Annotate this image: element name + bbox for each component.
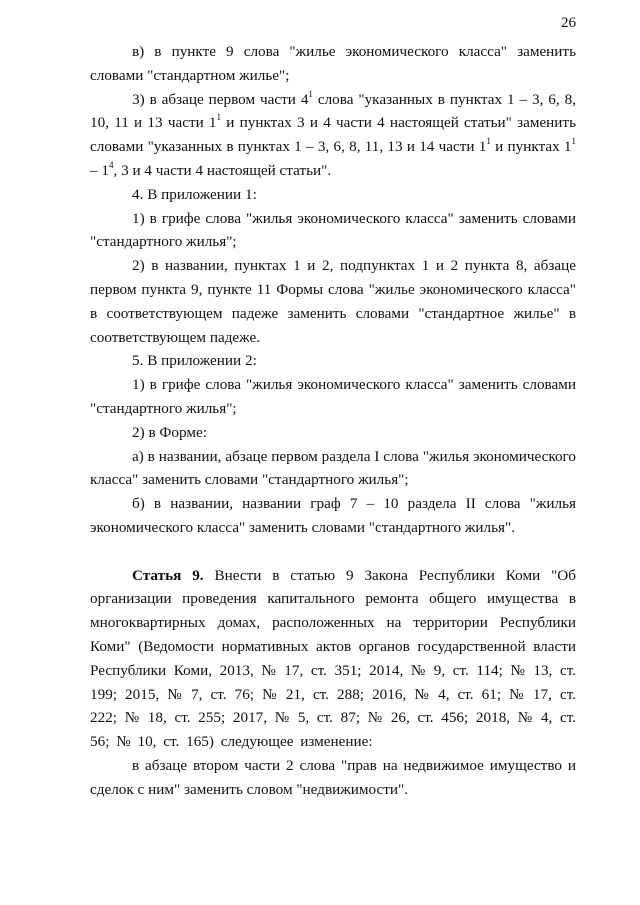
text-run: слова "указанных в пунктах 1 – 3, 6, 8, 10, 11 и 13 части 1	[90, 90, 576, 132]
paragraph: 2) в названии, пунктах 1 и 2, подпунктах 1 и 2 пункта 8, абзаце первом пункта 9, пункте 11 Формы слова "жилье экономического класса" в соответствующем падеже заменить словами "стандартное жилье" в соответствующем падеже.	[90, 257, 576, 346]
spacer	[90, 540, 576, 564]
article-paragraph	[90, 564, 576, 754]
superscript: 1	[571, 136, 576, 147]
superscript: 1	[216, 112, 222, 123]
paragraph: а) в названии, абзаце первом раздела I слова "жилья экономического класса" заменить словами "стандартного жилья";	[90, 447, 576, 489]
text-run: – 1	[90, 161, 109, 179]
document-body	[90, 40, 576, 802]
page-number: 26	[561, 15, 576, 31]
paragraph: б) в названии, названии граф 7 – 10 раздела II слова "жилья экономического класса" заменить словами "стандартного жилья".	[90, 495, 576, 536]
text-run: Внести в статью 9 Закона Республики Коми "Об организации проведения капитального ремонта общего имущества в многоквартирных домах, расположенных на территории Республики Коми" (Ведомости нормативных актов органов государственной власти Республики Коми, 2013, № 17, ст. 351; 2014, № 9, ст. 114; № 13, ст. 199; 2015, № 7, ст. 76; № 21, ст. 288; 2016, № 4, ст. 61; № 17, ст. 222; № 18, ст. 255; 2017, № 5, ст. 87; № 26, ст. 456; 2018, № 4, ст. 56; № 10, ст. 165) следующее изменение:	[90, 566, 576, 751]
paragraph: 1) в грифе слова "жилья экономического класса" заменить словами "стандартного жилья";	[90, 376, 576, 417]
paragraph: в абзаце втором части 2 слова "прав на недвижимое имущество и сделок с ним" заменить словом "недвижимости".	[90, 756, 576, 798]
superscript: 4	[108, 159, 114, 170]
paragraph: 1) в грифе слова "жилья экономического класса" заменить словами "стандартного жилья";	[90, 209, 576, 251]
paragraph: 5. В приложении 2:	[132, 352, 257, 370]
text-run: , 3 и 4 части 4 настоящей статьи".	[113, 161, 332, 179]
paragraph: в) в пункте 9 слова "жилье экономического класса" заменить словами "стандартном жилье";	[90, 43, 576, 84]
article-heading: Статья 9.	[132, 566, 204, 584]
text-run: и пунктах 3 и 4 части 4 настоящей статьи" заменить словами "указанных в пунктах 1 – 3, 6, 8, 11, 13 и 14 части 1	[90, 114, 576, 156]
text-run: и пунктах 1	[490, 138, 572, 156]
paragraph: 2) в Форме:	[132, 423, 207, 441]
superscript: 1	[308, 88, 313, 99]
superscript: 1	[486, 136, 491, 147]
paragraph	[90, 88, 576, 183]
text-run: 3) в абзаце первом части 4	[132, 90, 309, 108]
paragraph: 4. В приложении 1:	[132, 185, 257, 203]
